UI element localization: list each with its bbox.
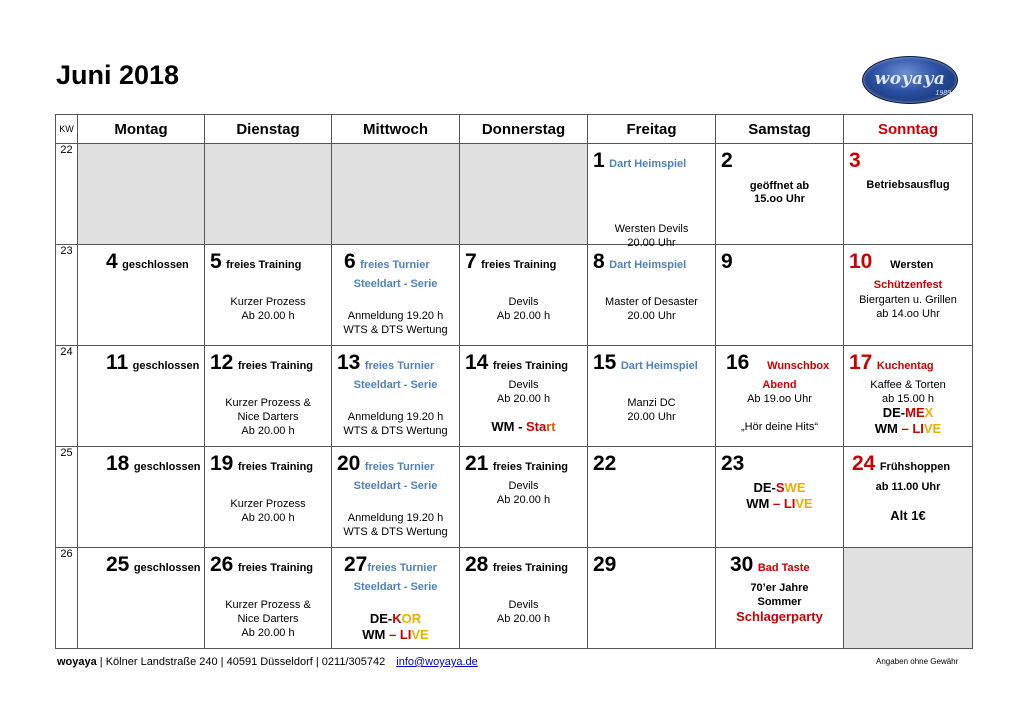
day-cell-12 bbox=[205, 346, 332, 447]
day-cell-5 bbox=[205, 245, 332, 346]
day-cell-13 bbox=[332, 346, 460, 447]
event-title-2: Schützenfest bbox=[873, 279, 943, 291]
event-detail: Wersten Devils bbox=[614, 223, 689, 235]
event-title: geschlossen bbox=[122, 259, 189, 271]
event-detail: Devils bbox=[508, 296, 539, 308]
day-cell-28 bbox=[460, 548, 588, 649]
event-title: Kuchentag bbox=[876, 360, 934, 372]
event-title: freies Training bbox=[481, 259, 557, 271]
day-cell-22 bbox=[588, 447, 716, 548]
day-number: 9 bbox=[721, 250, 733, 273]
event-title: Dart Heimspiel bbox=[620, 360, 698, 372]
de-kor-label: DE-KOR bbox=[369, 611, 422, 626]
event-title: freies Training bbox=[492, 461, 569, 473]
day-number: 21 bbox=[465, 452, 489, 475]
logo-word: woyaya bbox=[874, 69, 946, 89]
day-cell-29 bbox=[588, 548, 716, 649]
day-number: 18 bbox=[106, 452, 130, 475]
day-number: 4 bbox=[106, 250, 118, 273]
week-row-25 bbox=[56, 447, 973, 548]
event-title: Dart Heimspiel bbox=[609, 259, 687, 271]
event-detail: Anmeldung 19.20 h bbox=[347, 411, 444, 423]
day-cell-30 bbox=[716, 548, 844, 649]
wm-live-label: WM – LIVE bbox=[362, 627, 429, 642]
week-row-22 bbox=[56, 144, 973, 245]
event-title-2: Abend bbox=[762, 379, 797, 391]
event-detail: Kaffee & Torten bbox=[870, 379, 946, 391]
event-title: freies Training bbox=[237, 562, 314, 574]
event-detail: ab 15.00 h bbox=[882, 393, 934, 405]
event-detail: Ab 19.oo Uhr bbox=[747, 393, 812, 405]
day-number: 3 bbox=[849, 149, 861, 172]
event-title: freies Training bbox=[237, 360, 314, 372]
week-row-23 bbox=[56, 245, 973, 346]
day-number: 12 bbox=[210, 351, 234, 374]
day-number: 30 bbox=[730, 553, 754, 576]
empty-cell bbox=[460, 144, 588, 245]
event-detail: Ab 20.00 h bbox=[241, 627, 295, 639]
de-mex-label: DE-MEX bbox=[882, 405, 934, 420]
event-detail: Betriebsausflug bbox=[866, 179, 950, 191]
event-title: freies Training bbox=[226, 259, 302, 271]
day-number: 25 bbox=[106, 553, 130, 576]
day-cell-21 bbox=[460, 447, 588, 548]
day-header-montag: Montag bbox=[78, 115, 205, 144]
day-header-samstag: Samstag bbox=[716, 115, 844, 144]
event-detail: Ab 20.00 h bbox=[496, 494, 551, 506]
event-detail: Ab 20.00 h bbox=[496, 310, 551, 322]
page-title: Juni 2018 bbox=[56, 60, 180, 90]
event-title: freies Training bbox=[492, 360, 569, 372]
footer-brand: woyaya bbox=[57, 656, 97, 668]
event-title: freies Turnier bbox=[364, 360, 435, 372]
wm-live-label: WM – LIVE bbox=[746, 496, 813, 511]
footer-email-link[interactable]: info@woyaya.de bbox=[396, 656, 478, 668]
woyaya-logo bbox=[862, 56, 958, 104]
day-number: 5 bbox=[210, 250, 222, 273]
event-detail: Nice Darters bbox=[237, 411, 299, 423]
event-detail: 20.00 Uhr bbox=[627, 237, 676, 249]
event-detail: 20.00 Uhr bbox=[627, 411, 676, 423]
day-number: 28 bbox=[465, 553, 489, 576]
event-detail: Kurzer Prozess bbox=[230, 498, 306, 510]
event-title: geschlossen bbox=[133, 562, 201, 574]
event-detail: 70’er Jahre bbox=[750, 582, 809, 594]
event-title-2: Steeldart - Serie bbox=[353, 379, 438, 391]
day-number: 15 bbox=[593, 351, 617, 374]
day-cell-4 bbox=[78, 245, 205, 346]
event-detail: Anmeldung 19.20 h bbox=[347, 512, 444, 524]
day-number: 1 bbox=[593, 149, 605, 172]
day-number: 26 bbox=[210, 553, 234, 576]
day-cell-8 bbox=[588, 245, 716, 346]
event-detail: geöffnet ab bbox=[749, 180, 810, 192]
de-swe-label: DE-SWE bbox=[753, 480, 806, 495]
day-cell-7 bbox=[460, 245, 588, 346]
day-number: 7 bbox=[465, 250, 477, 273]
event-detail: WTS & DTS Wertung bbox=[343, 324, 448, 336]
day-header-mittwoch: Mittwoch bbox=[332, 115, 460, 144]
empty-cell bbox=[205, 144, 332, 245]
day-cell-11 bbox=[78, 346, 205, 447]
day-number: 24 bbox=[852, 452, 876, 475]
day-number: 17 bbox=[849, 351, 873, 374]
empty-cell bbox=[844, 548, 973, 649]
event-title: geschlossen bbox=[133, 461, 201, 473]
day-number: 14 bbox=[465, 351, 489, 374]
day-number: 29 bbox=[593, 553, 617, 576]
event-detail: Kurzer Prozess & bbox=[225, 599, 311, 611]
event-detail: Ab 20.00 h bbox=[496, 393, 551, 405]
event-detail: WTS & DTS Wertung bbox=[343, 526, 448, 538]
kw-number: 24 bbox=[56, 346, 78, 447]
event-detail: Alt 1€ bbox=[890, 508, 926, 523]
footer-address: | Kölner Landstraße 240 | 40591 Düsseldorf | 0211/305742 bbox=[96, 656, 386, 668]
day-number: 19 bbox=[210, 452, 234, 475]
event-detail: ab 11.00 Uhr bbox=[875, 481, 941, 493]
event-detail: Nice Darters bbox=[237, 613, 299, 625]
day-number: 11 bbox=[106, 351, 129, 374]
day-number: 8 bbox=[593, 250, 605, 273]
event-detail: „Hör deine Hits“ bbox=[740, 421, 819, 433]
event-detail: Kurzer Prozess & bbox=[225, 397, 311, 409]
day-cell-10 bbox=[844, 245, 973, 346]
event-title: Bad Taste bbox=[757, 562, 810, 574]
day-header-donnerstag: Donnerstag bbox=[460, 115, 588, 144]
day-cell-9 bbox=[716, 245, 844, 346]
day-cell-3 bbox=[844, 144, 973, 245]
day-cell-6 bbox=[332, 245, 460, 346]
event-detail: WTS & DTS Wertung bbox=[343, 425, 448, 437]
event-detail: Sommer bbox=[757, 596, 802, 608]
day-number: 23 bbox=[721, 452, 745, 475]
day-number: 6 bbox=[344, 250, 356, 273]
logo-year: 1989 bbox=[935, 90, 951, 97]
event-detail: Devils bbox=[508, 480, 539, 492]
event-title-2: Steeldart - Serie bbox=[353, 581, 438, 593]
kw-header: KW bbox=[56, 115, 78, 144]
event-title: freies Training bbox=[237, 461, 314, 473]
footer bbox=[57, 656, 478, 668]
day-number: 22 bbox=[593, 452, 617, 475]
day-cell-19 bbox=[205, 447, 332, 548]
event-detail: Ab 20.00 h bbox=[241, 512, 295, 524]
event-detail: Ab 20.00 h bbox=[241, 310, 295, 322]
day-number: 27 bbox=[344, 553, 368, 576]
day-cell-17 bbox=[844, 346, 973, 447]
event-detail: Ab 20.00 h bbox=[241, 425, 295, 437]
disclaimer: Angaben ohne Gewähr bbox=[876, 657, 959, 666]
event-title: freies Turnier bbox=[360, 259, 430, 271]
event-title-2: Steeldart - Serie bbox=[353, 480, 438, 492]
kw-number: 25 bbox=[56, 447, 78, 548]
event-detail: 20.00 Uhr bbox=[627, 310, 676, 322]
day-number: 13 bbox=[337, 351, 361, 374]
empty-cell bbox=[78, 144, 205, 245]
day-header-dienstag: Dienstag bbox=[205, 115, 332, 144]
calendar-table bbox=[55, 114, 973, 649]
day-cell-16 bbox=[716, 346, 844, 447]
day-number: 16 bbox=[726, 351, 750, 374]
day-cell-1 bbox=[588, 144, 716, 249]
event-title: Wunschbox bbox=[767, 360, 830, 372]
wm-live-label: WM – LIVE bbox=[874, 421, 942, 436]
event-title: freies Turnier bbox=[364, 461, 435, 473]
kw-number: 23 bbox=[56, 245, 78, 346]
week-row-26 bbox=[56, 548, 973, 649]
day-cell-26 bbox=[205, 548, 332, 649]
kw-number: 22 bbox=[56, 144, 78, 245]
event-detail: Schlagerparty bbox=[736, 609, 823, 624]
empty-cell bbox=[332, 144, 460, 245]
day-cell-18 bbox=[78, 447, 205, 548]
wm-start-label: WM - Start bbox=[491, 419, 556, 434]
day-cell-2 bbox=[716, 144, 844, 245]
event-title: geschlossen bbox=[132, 360, 200, 372]
day-cell-14 bbox=[460, 346, 588, 447]
event-detail: 15.oo Uhr bbox=[754, 193, 805, 205]
event-detail: Kurzer Prozess bbox=[230, 296, 306, 308]
event-title: Dart Heimspiel bbox=[609, 158, 687, 170]
day-cell-20 bbox=[332, 447, 460, 548]
event-detail: Biergarten u. Grillen bbox=[859, 294, 957, 306]
event-detail: Ab 20.00 h bbox=[496, 613, 551, 625]
kw-number: 26 bbox=[56, 548, 78, 649]
event-title: Wersten bbox=[890, 259, 934, 271]
day-number: 20 bbox=[337, 452, 361, 475]
event-title: freies Training bbox=[492, 562, 569, 574]
day-cell-23 bbox=[716, 447, 844, 548]
header-row bbox=[56, 115, 973, 144]
event-detail: Anmeldung 19.20 h bbox=[347, 310, 444, 322]
day-number: 10 bbox=[849, 250, 873, 273]
event-detail: ab 14.oo Uhr bbox=[876, 308, 940, 320]
event-title: freies Turnier bbox=[367, 562, 437, 574]
day-cell-24 bbox=[844, 447, 973, 548]
event-detail: Manzi DC bbox=[627, 397, 676, 409]
event-detail: Devils bbox=[508, 379, 539, 391]
event-title-2: Steeldart - Serie bbox=[353, 278, 438, 290]
event-detail: Devils bbox=[508, 599, 539, 611]
day-cell-27 bbox=[332, 548, 460, 649]
day-number: 2 bbox=[721, 149, 733, 172]
event-title: Frühshoppen bbox=[879, 461, 951, 473]
day-cell-15 bbox=[588, 346, 716, 447]
day-header-freitag: Freitag bbox=[588, 115, 716, 144]
day-header-sonntag: Sonntag bbox=[844, 115, 973, 144]
day-cell-25 bbox=[78, 548, 205, 649]
week-row-24 bbox=[56, 346, 973, 447]
event-detail: Master of Desaster bbox=[605, 296, 698, 308]
